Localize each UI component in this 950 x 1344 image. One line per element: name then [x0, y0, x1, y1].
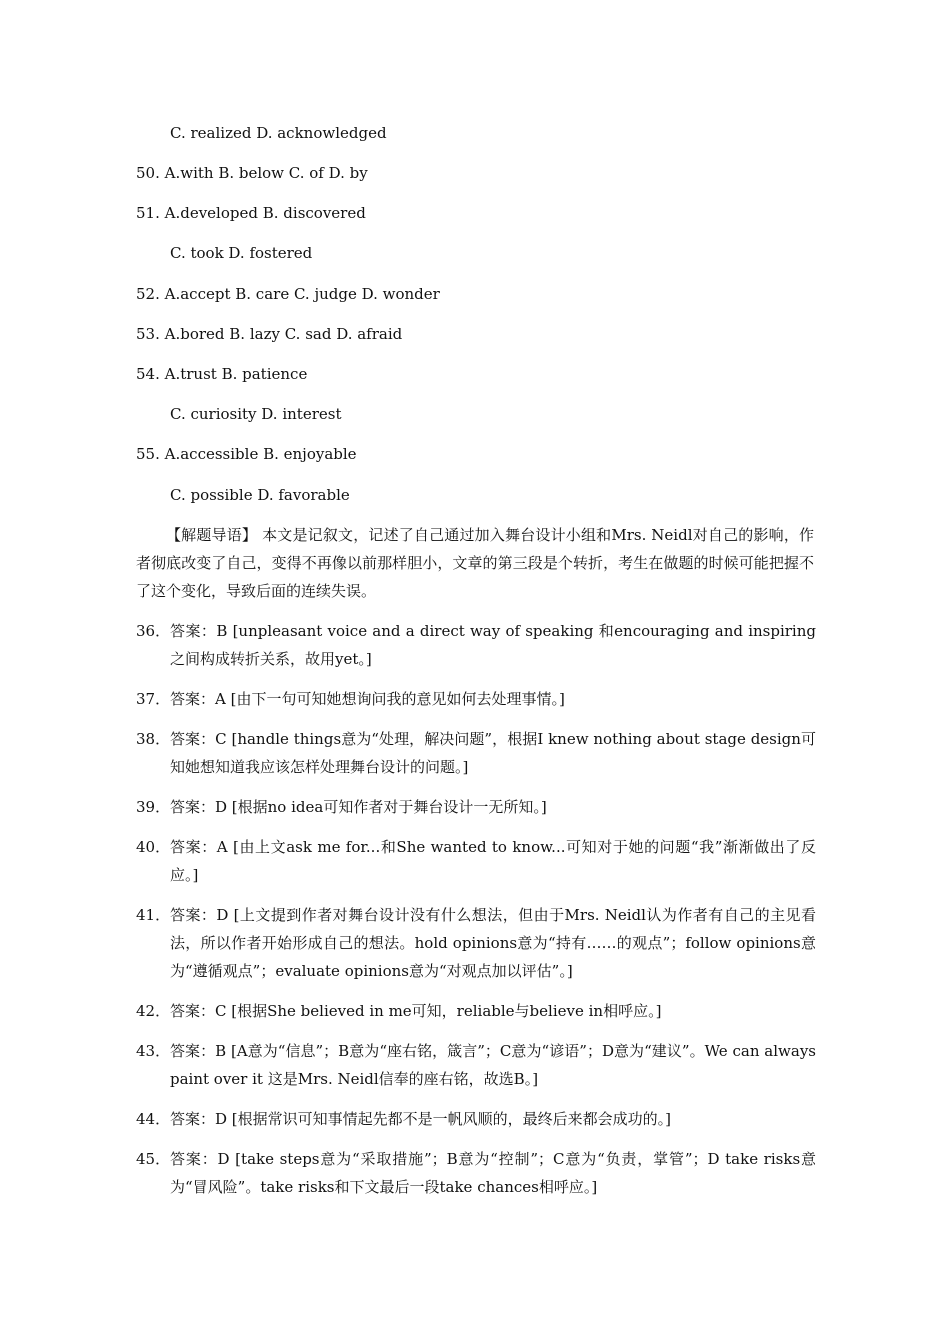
answer-number: 38． [136, 730, 171, 748]
option-line: 53. A.bored B. lazy C. sad D. afraid [136, 325, 403, 343]
answer-item [136, 1105, 816, 1133]
answer-number: 40． [136, 838, 171, 856]
option-line: 52. A.accept B. care C. judge D. wonder [136, 285, 440, 303]
answer-text: 答案：B [unpleasant voice and a direct way of speaking 和encouraging and inspiring之间构成转折关系，故用yet。] [170, 622, 816, 668]
answer-number: 44． [136, 1110, 171, 1128]
answer-item [136, 901, 816, 985]
answer-item [136, 833, 816, 889]
option-line: C. realized D. acknowledged [170, 124, 387, 142]
answer-number: 42． [136, 1002, 171, 1020]
answer-number: 37． [136, 690, 171, 708]
guide-paragraph: 【解题导语】 本文是记叙文，记述了自己通过加入舞台设计小组和Mrs. Neidl对自己的影响，作者彻底改变了自己，变得不再像以前那样胆小，文章的第三段是个转折，考生在做题的时候可能把握不了这个变化，导致后面的连续失误。 [136, 526, 814, 600]
answer-item [136, 685, 816, 713]
answer-text: 答案：A [由上文ask me for...和She wanted to know...可知对于她的问题“我”渐渐做出了反应。] [170, 838, 816, 884]
answer-text: 答案：D [根据常识可知事情起先都不是一帆风顺的，最终后来都会成功的。] [170, 1110, 672, 1128]
answer-text: 答案：D [根据no idea可知作者对于舞台设计一无所知。] [170, 798, 547, 816]
option-line: 54. A.trust B. patience [136, 365, 308, 383]
answer-number: 39． [136, 798, 171, 816]
answer-number: 43． [136, 1042, 171, 1060]
answer-number: 45． [136, 1150, 171, 1168]
option-line: 51. A.developed B. discovered [136, 204, 366, 222]
answer-item [136, 1037, 816, 1093]
answer-item [136, 725, 816, 781]
option-line: C. took D. fostered [170, 244, 313, 262]
option-line: C. curiosity D. interest [170, 405, 342, 423]
answer-text: 答案：C [根据She believed in me可知，reliable与believe in相呼应。] [170, 1002, 662, 1020]
answer-text: 答案：B [A意为“信息”；B意为“座右铭，箴言”；C意为“谚语”；D意为“建议”。We can always paint over it 这是Mrs. Neidl信奉的座右铭，故选B。] [170, 1042, 816, 1088]
answer-item [136, 793, 816, 821]
answer-text: 答案：D [上文提到作者对舞台设计没有什么想法，但由于Mrs. Neidl认为作者有自己的主见看法，所以作者开始形成自己的想法。hold opinions意为“持有……的观点”；follow opinions意为“遵循观点”；evaluate opinions意为“对观点加以评估”。] [170, 906, 816, 980]
answer-text: 答案：A [由下一句可知她想询问我的意见如何去处理事情。] [170, 690, 565, 708]
option-line: 55. A.accessible B. enjoyable [136, 445, 357, 463]
answer-item [136, 617, 816, 673]
answer-item [136, 997, 816, 1025]
answer-text: 答案：D [take steps意为“采取措施”；B意为“控制”；C意为“负责，掌管”；D take risks意为“冒风险”。take risks和下文最后一段take chances相呼应。] [170, 1150, 816, 1196]
option-line: 50. A.with B. below C. of D. by [136, 164, 368, 182]
option-line: C. possible D. favorable [170, 486, 350, 504]
answer-number: 41． [136, 906, 171, 924]
answer-item [136, 1145, 816, 1201]
answer-number: 36． [136, 622, 171, 640]
answer-text: 答案：C [handle things意为“处理，解决问题”，根据I knew nothing about stage design可知她想知道我应该怎样处理舞台设计的问题。] [170, 730, 816, 776]
